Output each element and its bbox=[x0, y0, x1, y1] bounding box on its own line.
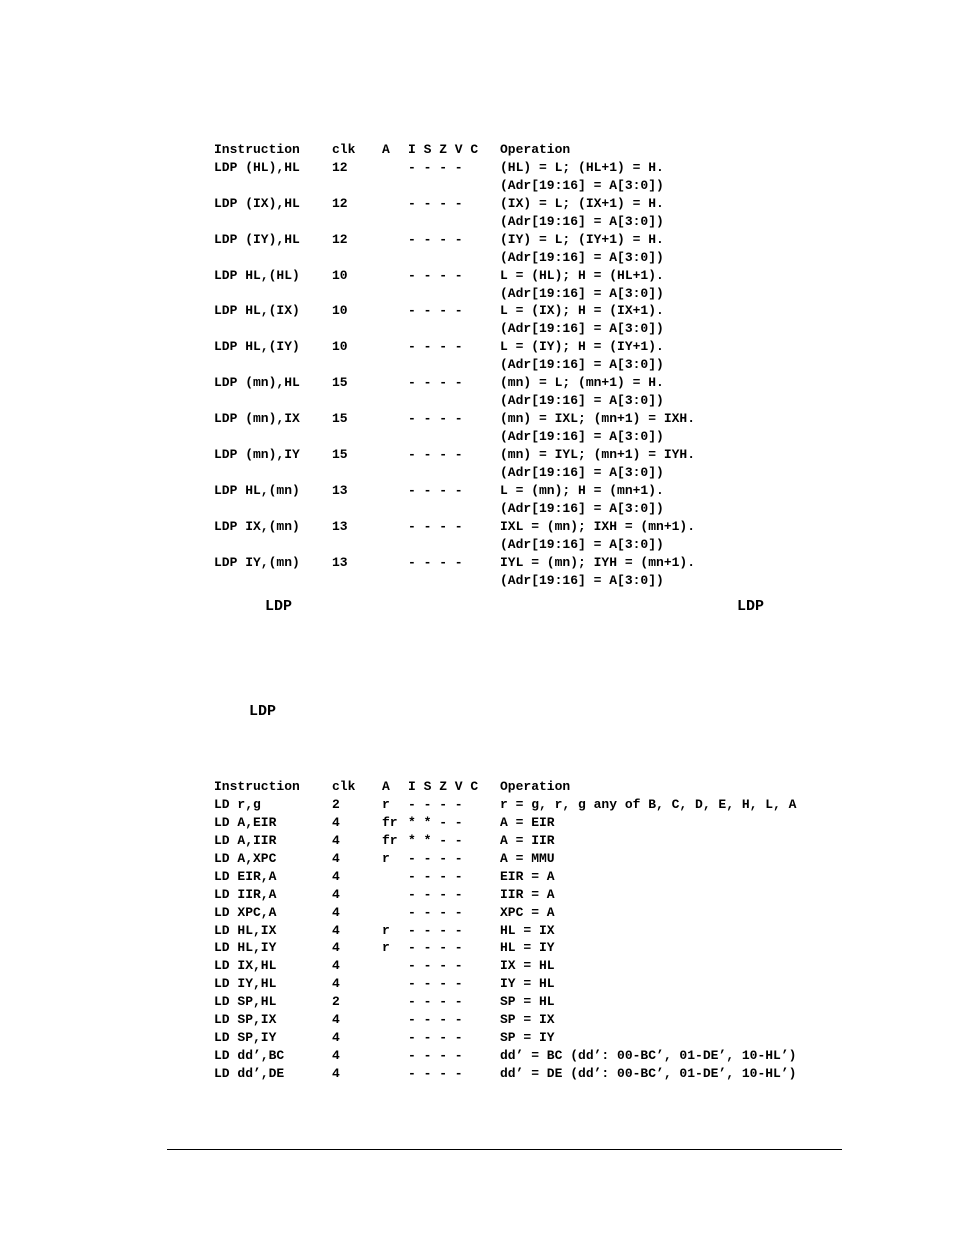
clk-cell: 10 bbox=[332, 339, 348, 355]
operation-cell: SP = IY bbox=[500, 1030, 555, 1046]
clk-cell: 2 bbox=[332, 994, 340, 1010]
operation-cell: (HL) = L; (HL+1) = H. bbox=[500, 159, 664, 175]
table-row bbox=[214, 814, 555, 832]
table-row bbox=[214, 267, 664, 285]
instruction-cell: LD IIR,A bbox=[214, 886, 277, 902]
header-clk: clk bbox=[332, 779, 356, 794]
clk-cell: 10 bbox=[332, 267, 348, 283]
instruction-cell: LD SP,IY bbox=[214, 1030, 277, 1046]
header-instruction: Instruction bbox=[214, 142, 300, 157]
table-row bbox=[214, 392, 664, 410]
ld-table-body bbox=[214, 796, 797, 1083]
instruction-cell: LDP (mn),HL bbox=[214, 375, 300, 391]
instruction-cell: LD SP,IX bbox=[214, 1012, 277, 1028]
flags-cell: - - - - bbox=[408, 1030, 463, 1046]
clk-cell: 4 bbox=[332, 850, 340, 866]
clk-cell: 15 bbox=[332, 411, 348, 427]
operation-cell: (IY) = L; (IY+1) = H. bbox=[500, 231, 664, 247]
table-row bbox=[214, 231, 664, 249]
clk-cell: 2 bbox=[332, 796, 340, 812]
header-instruction: Instruction bbox=[214, 779, 300, 794]
operation-cell: IXL = (mn); IXH = (mn+1). bbox=[500, 518, 696, 534]
flags-cell: - - - - bbox=[408, 904, 463, 920]
operation-cell: SP = HL bbox=[500, 994, 555, 1010]
instruction-cell: LD r,g bbox=[214, 796, 261, 812]
operation-cell: IX = HL bbox=[500, 958, 555, 974]
operation-cell: (Adr[19:16] = A[3:0]) bbox=[500, 429, 664, 444]
table-row bbox=[214, 500, 664, 518]
operation-cell: L = (IX); H = (IX+1). bbox=[500, 303, 664, 319]
instruction-cell: LDP HL,(IX) bbox=[214, 303, 300, 319]
table-row bbox=[214, 886, 555, 904]
flags-cell: - - - - bbox=[408, 482, 463, 498]
clk-cell: 15 bbox=[332, 375, 348, 391]
operation-cell: (IX) = L; (IX+1) = H. bbox=[500, 195, 664, 211]
flags-cell: - - - - bbox=[408, 411, 463, 427]
clk-cell: 4 bbox=[332, 976, 340, 992]
operation-cell: EIR = A bbox=[500, 868, 555, 884]
ldp-label-left: LDP bbox=[265, 598, 293, 615]
a-flag-cell: fr bbox=[382, 814, 398, 830]
table-header-row bbox=[214, 141, 571, 159]
clk-cell: 13 bbox=[332, 482, 348, 498]
instruction-cell: LDP HL,(HL) bbox=[214, 267, 300, 283]
flags-cell: - - - - bbox=[408, 1066, 463, 1081]
operation-cell: SP = IX bbox=[500, 1012, 555, 1028]
table-row bbox=[214, 1011, 555, 1029]
clk-cell: 13 bbox=[332, 518, 348, 534]
table-row bbox=[214, 536, 664, 554]
table-row bbox=[214, 195, 664, 213]
operation-cell: dd’ = BC (dd’: 00-BC’, 01-DE’, 10-HL’) bbox=[500, 1048, 797, 1064]
header-a: A bbox=[382, 779, 390, 794]
header-a: A bbox=[382, 142, 390, 157]
clk-cell: 4 bbox=[332, 814, 340, 830]
operation-cell: HL = IY bbox=[500, 940, 555, 956]
flags-cell: - - - - bbox=[408, 922, 463, 938]
instruction-cell: LD dd’,DE bbox=[214, 1066, 285, 1081]
operation-cell: (Adr[19:16] = A[3:0]) bbox=[500, 249, 664, 265]
flags-cell: - - - - bbox=[408, 868, 463, 884]
operation-cell: (Adr[19:16] = A[3:0]) bbox=[500, 357, 664, 373]
flags-cell: - - - - bbox=[408, 554, 463, 570]
instruction-cell: LDP (IY),HL bbox=[214, 231, 300, 247]
table-row bbox=[214, 249, 664, 267]
operation-cell: IYL = (mn); IYH = (mn+1). bbox=[500, 554, 696, 570]
table-row bbox=[214, 518, 696, 536]
table-row bbox=[214, 904, 555, 922]
operation-cell: (mn) = IXL; (mn+1) = IXH. bbox=[500, 411, 696, 427]
operation-cell: (Adr[19:16] = A[3:0]) bbox=[500, 285, 664, 301]
table-row bbox=[214, 832, 555, 850]
operation-cell: (Adr[19:16] = A[3:0]) bbox=[500, 572, 664, 588]
table-row bbox=[214, 796, 797, 814]
instruction-cell: LDP (mn),IY bbox=[214, 446, 300, 462]
a-flag-cell: r bbox=[382, 922, 390, 938]
clk-cell: 4 bbox=[332, 886, 340, 902]
table-row bbox=[214, 554, 696, 572]
flags-cell: - - - - bbox=[408, 518, 463, 534]
flags-cell: - - - - bbox=[408, 231, 463, 247]
operation-cell: IY = HL bbox=[500, 976, 555, 992]
flags-cell: - - - - bbox=[408, 375, 463, 391]
table-row bbox=[214, 850, 555, 868]
flags-cell: - - - - bbox=[408, 267, 463, 283]
instruction-cell: LD A,EIR bbox=[214, 814, 277, 830]
table-row bbox=[214, 922, 555, 940]
operation-cell: (Adr[19:16] = A[3:0]) bbox=[500, 536, 664, 552]
table-row bbox=[214, 410, 696, 428]
operation-cell: (Adr[19:16] = A[3:0]) bbox=[500, 213, 664, 229]
clk-cell: 12 bbox=[332, 159, 348, 175]
operation-cell: (Adr[19:16] = A[3:0]) bbox=[500, 177, 664, 193]
operation-cell: dd’ = DE (dd’: 00-BC’, 01-DE’, 10-HL’) bbox=[500, 1066, 797, 1081]
table-row bbox=[214, 482, 664, 500]
flags-cell: - - - - bbox=[408, 159, 463, 175]
flags-cell: - - - - bbox=[408, 976, 463, 992]
operation-cell: (Adr[19:16] = A[3:0]) bbox=[500, 393, 664, 409]
table-row bbox=[214, 464, 664, 482]
operation-cell: A = IIR bbox=[500, 832, 555, 848]
clk-cell: 4 bbox=[332, 868, 340, 884]
clk-cell: 4 bbox=[332, 958, 340, 974]
operation-cell: A = MMU bbox=[500, 850, 555, 866]
flags-cell: - - - - bbox=[408, 1012, 463, 1028]
clk-cell: 13 bbox=[332, 554, 348, 570]
a-flag-cell: r bbox=[382, 940, 390, 956]
instruction-cell: LD XPC,A bbox=[214, 904, 277, 920]
clk-cell: 4 bbox=[332, 1048, 340, 1064]
table-row bbox=[214, 302, 664, 320]
flags-cell: - - - - bbox=[408, 339, 463, 355]
operation-cell: L = (HL); H = (HL+1). bbox=[500, 267, 664, 283]
flags-cell: * * - - bbox=[408, 814, 463, 830]
table-row bbox=[214, 868, 555, 886]
ldp-label-right: LDP bbox=[737, 598, 765, 615]
header-clk: clk bbox=[332, 142, 356, 157]
instruction-cell: LD A,IIR bbox=[214, 832, 277, 848]
instruction-cell: LD HL,IX bbox=[214, 922, 277, 938]
a-flag-cell: r bbox=[382, 796, 390, 812]
operation-cell: L = (IY); H = (IY+1). bbox=[500, 339, 664, 355]
instruction-cell: LDP (IX),HL bbox=[214, 195, 300, 211]
instruction-cell: LDP (mn),IX bbox=[214, 411, 300, 427]
table-row bbox=[214, 285, 664, 303]
table-row bbox=[214, 320, 664, 338]
ldp-instruction-table bbox=[214, 141, 696, 589]
table-row bbox=[214, 374, 664, 392]
a-flag-cell: fr bbox=[382, 832, 398, 848]
operation-cell: XPC = A bbox=[500, 904, 555, 920]
ldp-label-second: LDP bbox=[249, 703, 277, 720]
instruction-cell: LD A,XPC bbox=[214, 850, 277, 866]
clk-cell: 4 bbox=[332, 1012, 340, 1028]
flags-cell: - - - - bbox=[408, 994, 463, 1010]
table-row bbox=[214, 975, 555, 993]
a-flag-cell: r bbox=[382, 850, 390, 866]
clk-cell: 15 bbox=[332, 446, 348, 462]
table-row bbox=[214, 356, 664, 374]
table-header-row bbox=[214, 778, 571, 796]
table-row bbox=[214, 572, 664, 590]
instruction-cell: LD IX,HL bbox=[214, 958, 277, 974]
clk-cell: 4 bbox=[332, 904, 340, 920]
operation-cell: (Adr[19:16] = A[3:0]) bbox=[500, 464, 664, 480]
table-row bbox=[214, 213, 664, 231]
table-row bbox=[214, 1047, 797, 1065]
operation-cell: (Adr[19:16] = A[3:0]) bbox=[500, 321, 664, 337]
clk-cell: 4 bbox=[332, 922, 340, 938]
operation-cell: (mn) = IYL; (mn+1) = IYH. bbox=[500, 446, 696, 462]
flags-cell: - - - - bbox=[408, 850, 463, 866]
header-flags: I S Z V C bbox=[408, 779, 479, 794]
ldp-table-body bbox=[214, 159, 696, 590]
ld-instruction-table bbox=[214, 778, 797, 1083]
flags-cell: * * - - bbox=[408, 832, 463, 848]
table-row bbox=[214, 428, 664, 446]
instruction-cell: LD dd’,BC bbox=[214, 1048, 285, 1064]
table-row bbox=[214, 1029, 555, 1047]
instruction-cell: LD HL,IY bbox=[214, 940, 277, 956]
footer-divider bbox=[167, 1149, 842, 1150]
flags-cell: - - - - bbox=[408, 1048, 463, 1064]
operation-cell: L = (mn); H = (mn+1). bbox=[500, 482, 664, 498]
table-row bbox=[214, 939, 555, 957]
operation-cell: HL = IX bbox=[500, 922, 555, 938]
operation-cell: (mn) = L; (mn+1) = H. bbox=[500, 375, 664, 391]
header-flags: I S Z V C bbox=[408, 142, 479, 157]
table-row bbox=[214, 177, 664, 195]
clk-cell: 4 bbox=[332, 1066, 340, 1081]
header-operation: Operation bbox=[500, 142, 571, 157]
operation-cell: A = EIR bbox=[500, 814, 555, 830]
flags-cell: - - - - bbox=[408, 796, 463, 812]
clk-cell: 12 bbox=[332, 231, 348, 247]
flags-cell: - - - - bbox=[408, 940, 463, 956]
instruction-cell: LD SP,HL bbox=[214, 994, 277, 1010]
instruction-cell: LDP IX,(mn) bbox=[214, 518, 300, 534]
table-row bbox=[214, 446, 696, 464]
flags-cell: - - - - bbox=[408, 958, 463, 974]
instruction-cell: LD EIR,A bbox=[214, 868, 277, 884]
operation-cell: r = g, r, g any of B, C, D, E, H, L, A bbox=[500, 796, 797, 812]
flags-cell: - - - - bbox=[408, 446, 463, 462]
table-row bbox=[214, 338, 664, 356]
operation-cell: IIR = A bbox=[500, 886, 555, 902]
instruction-cell: LD IY,HL bbox=[214, 976, 277, 992]
instruction-cell: LDP HL,(mn) bbox=[214, 482, 300, 498]
operation-cell: (Adr[19:16] = A[3:0]) bbox=[500, 500, 664, 516]
instruction-cell: LDP IY,(mn) bbox=[214, 554, 300, 570]
table-row bbox=[214, 159, 664, 177]
flags-cell: - - - - bbox=[408, 195, 463, 211]
clk-cell: 12 bbox=[332, 195, 348, 211]
table-row bbox=[214, 1065, 797, 1083]
flags-cell: - - - - bbox=[408, 303, 463, 319]
clk-cell: 4 bbox=[332, 940, 340, 956]
clk-cell: 4 bbox=[332, 832, 340, 848]
instruction-cell: LDP HL,(IY) bbox=[214, 339, 300, 355]
table-row bbox=[214, 957, 555, 975]
clk-cell: 10 bbox=[332, 303, 348, 319]
instruction-cell: LDP (HL),HL bbox=[214, 159, 300, 175]
table-row bbox=[214, 993, 555, 1011]
clk-cell: 4 bbox=[332, 1030, 340, 1046]
header-operation: Operation bbox=[500, 779, 571, 794]
flags-cell: - - - - bbox=[408, 886, 463, 902]
